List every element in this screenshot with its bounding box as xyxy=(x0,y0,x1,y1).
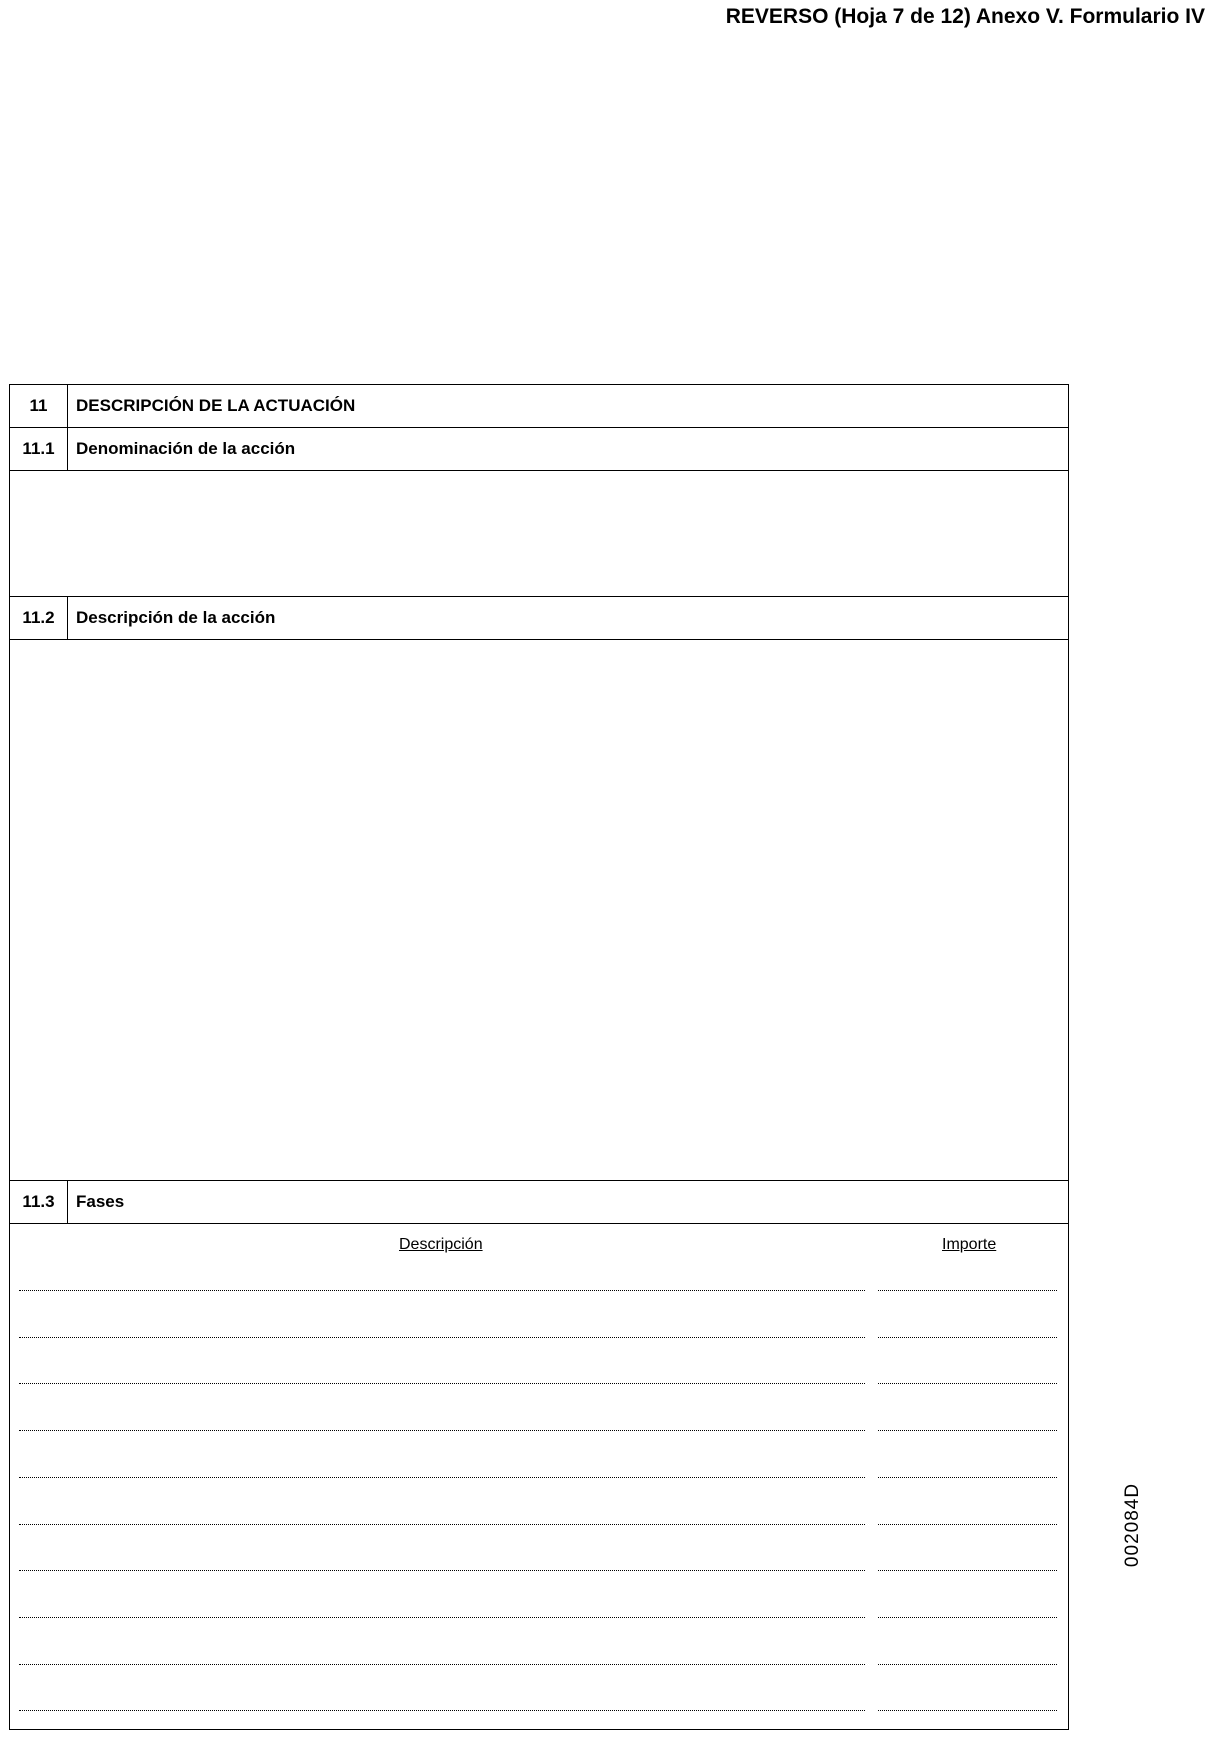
denominacion-field[interactable] xyxy=(10,471,1068,597)
fase-importe-line[interactable] xyxy=(878,1383,1057,1384)
fase-importe-line[interactable] xyxy=(878,1710,1057,1711)
descripcion-field[interactable] xyxy=(10,640,1068,1181)
subsection-title: Fases xyxy=(76,1192,125,1211)
subsection-number: 11.3 xyxy=(10,1181,68,1223)
fase-importe-line[interactable] xyxy=(878,1430,1057,1431)
document-code: 002084D xyxy=(1122,1482,1143,1568)
subsection-number: 11.2 xyxy=(10,597,68,639)
fases-table xyxy=(10,1224,1068,1729)
fase-importe-line[interactable] xyxy=(878,1664,1057,1665)
subsection-title: Descripción de la acción xyxy=(76,608,276,627)
fase-importe-line[interactable] xyxy=(878,1477,1057,1478)
fase-importe-line[interactable] xyxy=(878,1524,1057,1525)
section-11-header xyxy=(10,385,1068,428)
importe-column-header: Importe xyxy=(942,1236,997,1253)
fase-descripcion-line[interactable] xyxy=(19,1290,865,1291)
fase-importe-line[interactable] xyxy=(878,1570,1057,1571)
page-title: REVERSO (Hoja 7 de 12) Anexo V. Formulario IV xyxy=(725,5,1205,28)
subsection-11-2-header xyxy=(10,597,1068,640)
fase-importe-line[interactable] xyxy=(878,1290,1057,1291)
subsection-11-1-header xyxy=(10,428,1068,471)
descripcion-column-header: Descripción xyxy=(399,1236,483,1253)
fase-importe-line[interactable] xyxy=(878,1337,1057,1338)
fase-descripcion-line[interactable] xyxy=(19,1337,865,1338)
fase-descripcion-line[interactable] xyxy=(19,1664,865,1665)
fase-descripcion-line[interactable] xyxy=(19,1617,865,1618)
subsection-title: Denominación de la acción xyxy=(76,439,296,458)
subsection-number: 11.1 xyxy=(10,428,68,470)
fase-descripcion-line[interactable] xyxy=(19,1710,865,1711)
fase-descripcion-line[interactable] xyxy=(19,1570,865,1571)
fase-descripcion-line[interactable] xyxy=(19,1430,865,1431)
form-section-11 xyxy=(9,384,1069,1730)
fase-descripcion-line[interactable] xyxy=(19,1477,865,1478)
fase-importe-line[interactable] xyxy=(878,1617,1057,1618)
fase-descripcion-line[interactable] xyxy=(19,1383,865,1384)
section-number: 11 xyxy=(10,385,68,427)
subsection-11-3-header xyxy=(10,1181,1068,1224)
section-title: DESCRIPCIÓN DE LA ACTUACIÓN xyxy=(76,396,356,415)
fase-descripcion-line[interactable] xyxy=(19,1524,865,1525)
